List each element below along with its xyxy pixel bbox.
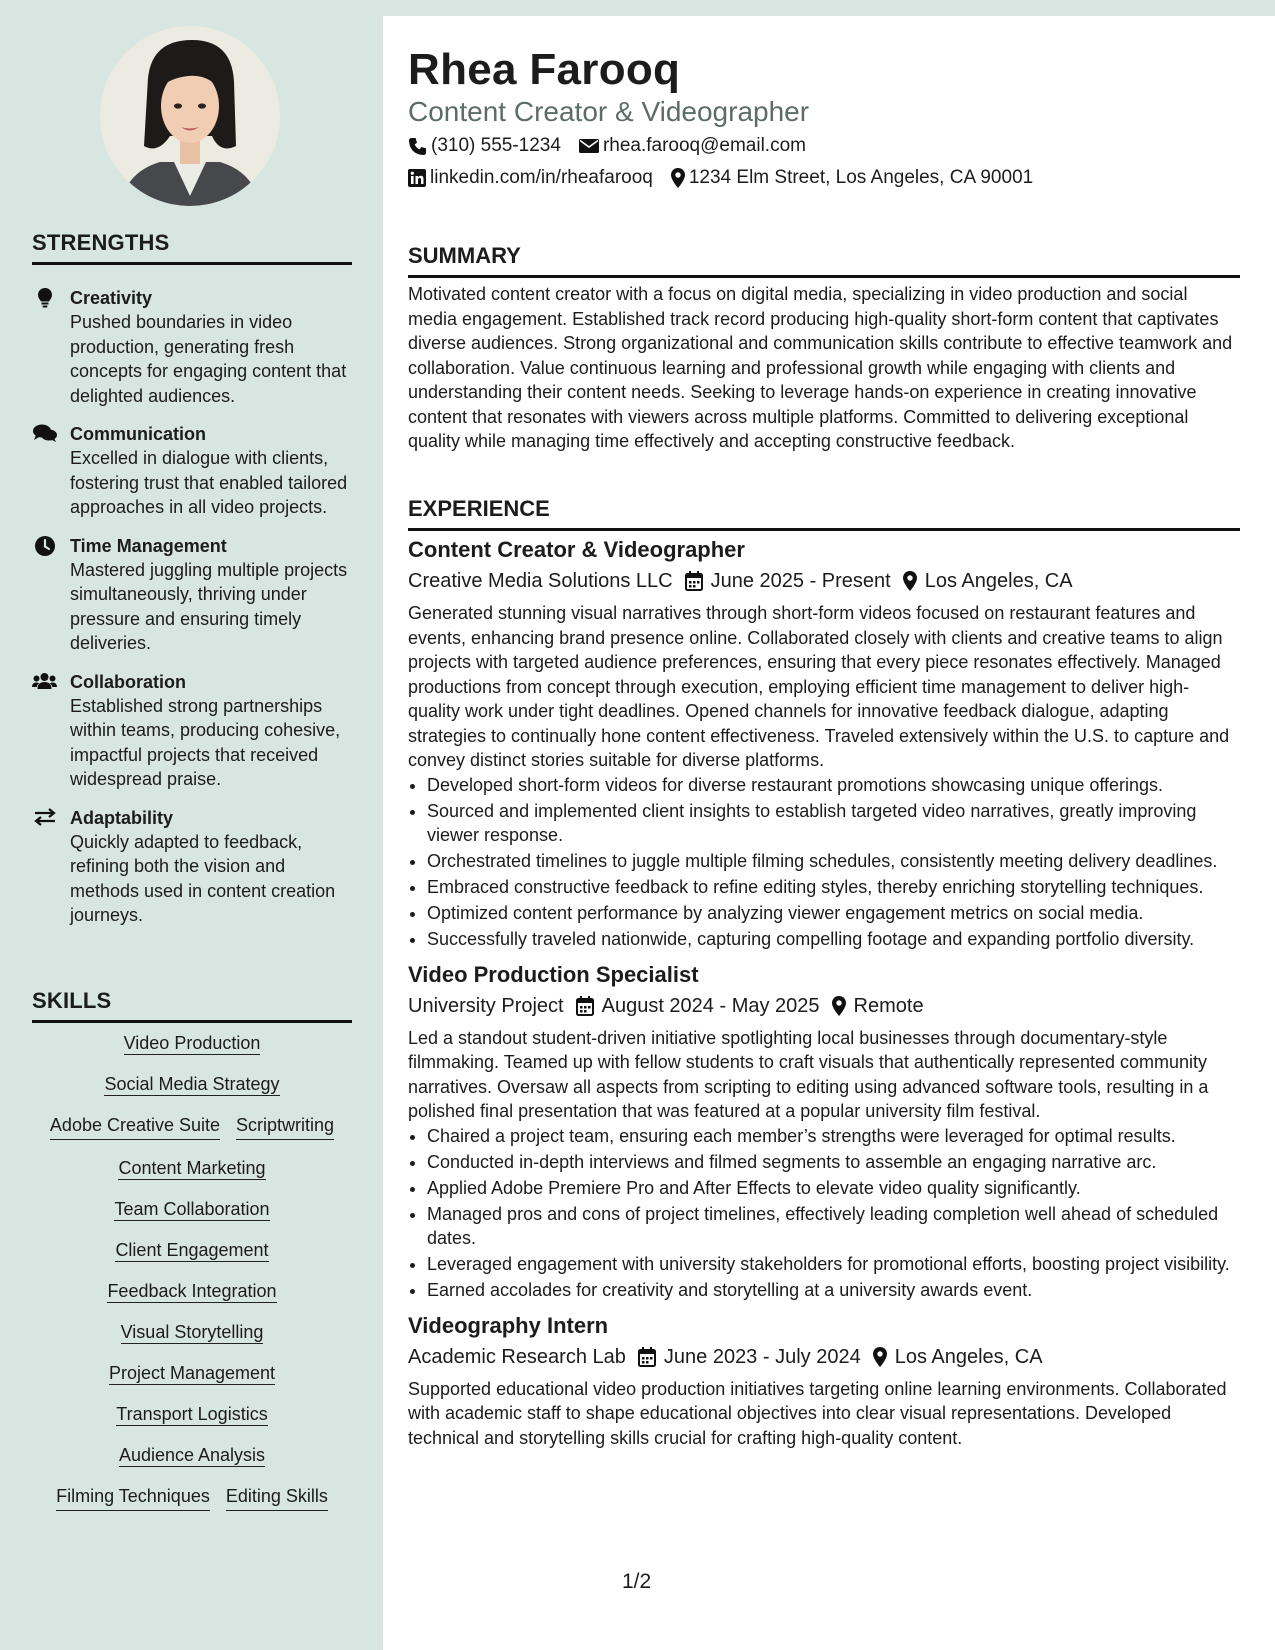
bullet-item: • Conducted in-depth interviews and filmed segments to assemble an engaging narrative arc. — [427, 1150, 1240, 1175]
dates-text: June 2023 - July 2024 — [663, 1345, 861, 1368]
bullet-item: • Managed pros and cons of project timelines, effectively leading completion well ahead of scheduled dates. — [427, 1202, 1240, 1251]
strength-desc: Pushed boundaries in video production, generating fresh concepts for engaging content that delighted audiences. — [70, 312, 347, 406]
bullet-item: • Orchestrated timelines to juggle multiple filming schedules, consistently meeting delivery deadlines. — [427, 849, 1240, 874]
profile-photo — [100, 26, 280, 206]
strengths-list — [32, 286, 352, 942]
summary-heading: SUMMARY — [408, 243, 1240, 278]
company-text: Academic Research Lab — [408, 1345, 626, 1368]
job-meta — [408, 992, 1240, 1020]
strength-item — [32, 286, 352, 408]
phone-icon — [408, 137, 427, 156]
strength-item — [32, 422, 352, 520]
map-pin-icon — [671, 168, 685, 188]
job-dates — [576, 992, 820, 1020]
skill-row-wrapper — [32, 1196, 352, 1222]
calendar-icon — [576, 996, 594, 1016]
job-meta — [408, 1343, 1240, 1371]
location-text: Remote — [853, 994, 924, 1017]
skill-tag: Editing Skills — [226, 1483, 328, 1511]
strength-title: Adaptability — [70, 807, 174, 828]
skill-tag: Scriptwriting — [236, 1112, 334, 1140]
calendar-icon — [685, 571, 703, 591]
chat-bubbles-icon — [32, 422, 57, 520]
strength-desc: Mastered juggling multiple projects simultaneously, thriving under pressure and ensuring timely deliveries. — [70, 559, 348, 653]
skill-row-wrapper — [32, 1360, 352, 1386]
job-role: Video Production Specialist — [408, 961, 699, 987]
candidate-title: Content Creator & Videographer — [408, 96, 810, 127]
skill-tag: Team Collaboration — [114, 1199, 270, 1219]
job-company — [408, 567, 673, 595]
skill-row-wrapper — [32, 1278, 352, 1304]
dates-text: June 2025 - Present — [710, 570, 891, 592]
company-text: Creative Media Solutions LLC — [408, 570, 673, 592]
skill-row-wrapper — [32, 1237, 352, 1263]
contact-row-1 — [408, 133, 824, 159]
bullet-item: • Successfully traveled nationwide, capturing compelling footage and expanding portfolio diversity. — [427, 927, 1240, 952]
sidebar — [0, 0, 383, 1650]
job-company — [408, 992, 564, 1020]
bullet-item: • Leveraged engagement with university stakeholders for promotional efforts, boosting project visibility. — [427, 1252, 1240, 1277]
location-text: Los Angeles, CA — [894, 1345, 1043, 1368]
company-text: University Project — [408, 994, 564, 1017]
job-description: Generated stunning visual narratives through short-form videos focused on restaurant features and events, enhancing brand presence online. Collaborated closely with clients and creative teams to align projects with targeted audience preferences, ensuring that every piece resonates effectively. Managed productions from concept through execution, employing efficient time management to deliver high-quality work under tight deadlines. Opened channels for innovative feedback dialogue, adapting strategies to continually hone content effectiveness. Traveled extensively within the U.S. to capture and convey distinct stories suitable for diverse platforms. — [408, 603, 1230, 770]
address-contact — [671, 165, 1033, 191]
skill-tag: Video Production — [123, 1033, 261, 1053]
strength-title: Creativity — [70, 288, 153, 308]
location-text: Los Angeles, CA — [924, 570, 1073, 592]
skills-heading: SKILLS — [32, 988, 352, 1023]
map-pin-icon — [873, 1347, 887, 1367]
email-contact[interactable] — [579, 133, 806, 159]
skill-tag: Visual Storytelling — [120, 1322, 264, 1342]
skills-list — [32, 1030, 352, 1511]
skill-tag: Adobe Creative Suite — [50, 1112, 220, 1140]
calendar-icon — [638, 1347, 656, 1367]
job-location — [832, 992, 924, 1020]
skill-tag: Project Management — [108, 1363, 276, 1383]
phone-text: (310) 555-1234 — [431, 135, 561, 156]
strength-item — [32, 670, 352, 792]
bullet-item: • Embraced constructive feedback to refine editing styles, thereby enriching storytelling techniques. — [427, 875, 1240, 900]
skill-row-wrapper — [32, 1401, 352, 1427]
job-company — [408, 1343, 626, 1371]
job-meta — [408, 567, 1240, 595]
linkedin-text: linkedin.com/in/rheafarooq — [430, 167, 653, 188]
job-role: Videography Intern — [408, 1312, 609, 1338]
job-description: Led a standout student-driven initiative spotlighting local businesses through documentary-style filmmaking. Teamed up with fellow students to craft visuals that authentically represented community narratives. Oversaw all aspects from scripting to editing using advanced software tools, resulting in a polished final presentation that was featured at a popular university film festival. — [408, 1027, 1209, 1121]
job-role: Content Creator & Videographer — [408, 537, 745, 562]
skill-tag: Transport Logistics — [116, 1404, 268, 1424]
skill-tag: Audience Analysis — [118, 1445, 266, 1465]
dates-text: August 2024 - May 2025 — [601, 994, 820, 1017]
strength-desc: Excelled in dialogue with clients, fostering trust that enabled tailored approaches in all video projects. — [70, 448, 348, 517]
contact-row-2 — [408, 165, 1051, 191]
avatar — [100, 26, 280, 206]
strength-item — [32, 534, 352, 656]
strength-title: Time Management — [70, 535, 227, 556]
users-icon — [32, 670, 57, 792]
job-location — [873, 1343, 1043, 1371]
address-text: 1234 Elm Street, Los Angeles, CA 90001 — [688, 167, 1034, 188]
job-bullets — [408, 1124, 1240, 1303]
skill-row-wrapper — [32, 1319, 352, 1345]
job-entry — [408, 1311, 1240, 1451]
phone-contact[interactable] — [408, 133, 561, 159]
skill-row-wrapper — [32, 1155, 352, 1181]
linkedin-contact[interactable] — [408, 165, 653, 191]
skill-tag: Social Media Strategy — [104, 1074, 280, 1094]
skill-tag: Content Marketing — [118, 1158, 266, 1178]
skill-row-wrapper — [32, 1071, 352, 1097]
linkedin-icon — [408, 169, 426, 187]
map-pin-icon — [903, 571, 917, 591]
job-dates — [638, 1343, 861, 1371]
skill-row-wrapper — [32, 1030, 352, 1056]
map-pin-icon — [832, 996, 846, 1016]
job-location — [903, 567, 1073, 595]
strength-title: Collaboration — [70, 671, 186, 692]
email-text: rhea.farooq@email.com — [602, 135, 806, 156]
bullet-item: • Chaired a project team, ensuring each member’s strengths were leveraged for optimal results. — [427, 1124, 1240, 1149]
page-number: 1/2 — [622, 1570, 652, 1593]
strength-desc: Established strong partnerships within teams, producing cohesive, impactful projects that received widespread praise. — [70, 695, 341, 789]
bullet-item: • Applied Adobe Premiere Pro and After Effects to elevate video quality significantly. — [427, 1176, 1240, 1201]
job-description: Supported educational video production initiatives targeting online learning environments. Collaborated with academic staff to shape educational objectives into clear visual representations. Developed technical and storytelling skills crucial for crafting high-quality content. — [408, 1378, 1227, 1448]
bullet-item: • Earned accolades for creativity and storytelling at a university awards event. — [427, 1278, 1240, 1303]
envelope-icon — [579, 138, 599, 154]
strength-desc: Quickly adapted to feedback, refining both the vision and methods used in content creation journeys. — [70, 831, 336, 925]
skill-row-wrapper — [32, 1442, 352, 1468]
exchange-arrows-icon — [32, 806, 57, 928]
strength-item — [32, 806, 352, 928]
job-entry — [408, 960, 1240, 1303]
bullet-item: • Sourced and implemented client insights to establish targeted video narratives, greatly improving viewer response. — [427, 799, 1240, 848]
candidate-name: Rhea Farooq — [408, 45, 681, 94]
strength-title: Communication — [70, 424, 207, 444]
bullet-item: • Developed short-form videos for diverse restaurant promotions showcasing unique offerings. — [427, 773, 1240, 798]
experience-heading: EXPERIENCE — [408, 496, 1240, 531]
strengths-heading: STRENGTHS — [32, 230, 352, 265]
skill-tag: Feedback Integration — [107, 1281, 277, 1301]
summary-text: Motivated content creator with a focus on digital media, specializing in video production and social media engagement. Established track record producing high-quality short-form content that captivates diverse audiences. Strong organizational and communication skills contribute to effective teamwork and collaboration. Value continuous learning and professional growth while engaging with clients and understanding their content needs. Seeking to leverage hands-on experience in creating innovative content that resonates with viewers across multiple platforms. Committed to delivering exceptional quality while managing time effectively and accepting constructive feedback. — [408, 284, 1233, 451]
lightbulb-icon — [32, 286, 57, 408]
experience-list — [408, 535, 1240, 1458]
skill-tag: Filming Techniques — [56, 1483, 210, 1511]
bullet-item: • Optimized content performance by analyzing viewer engagement metrics on social media. — [427, 901, 1240, 926]
job-dates — [685, 567, 891, 595]
job-bullets — [408, 773, 1240, 952]
clock-icon — [32, 534, 57, 656]
job-entry — [408, 535, 1240, 952]
skill-tag: Client Engagement — [115, 1240, 269, 1260]
